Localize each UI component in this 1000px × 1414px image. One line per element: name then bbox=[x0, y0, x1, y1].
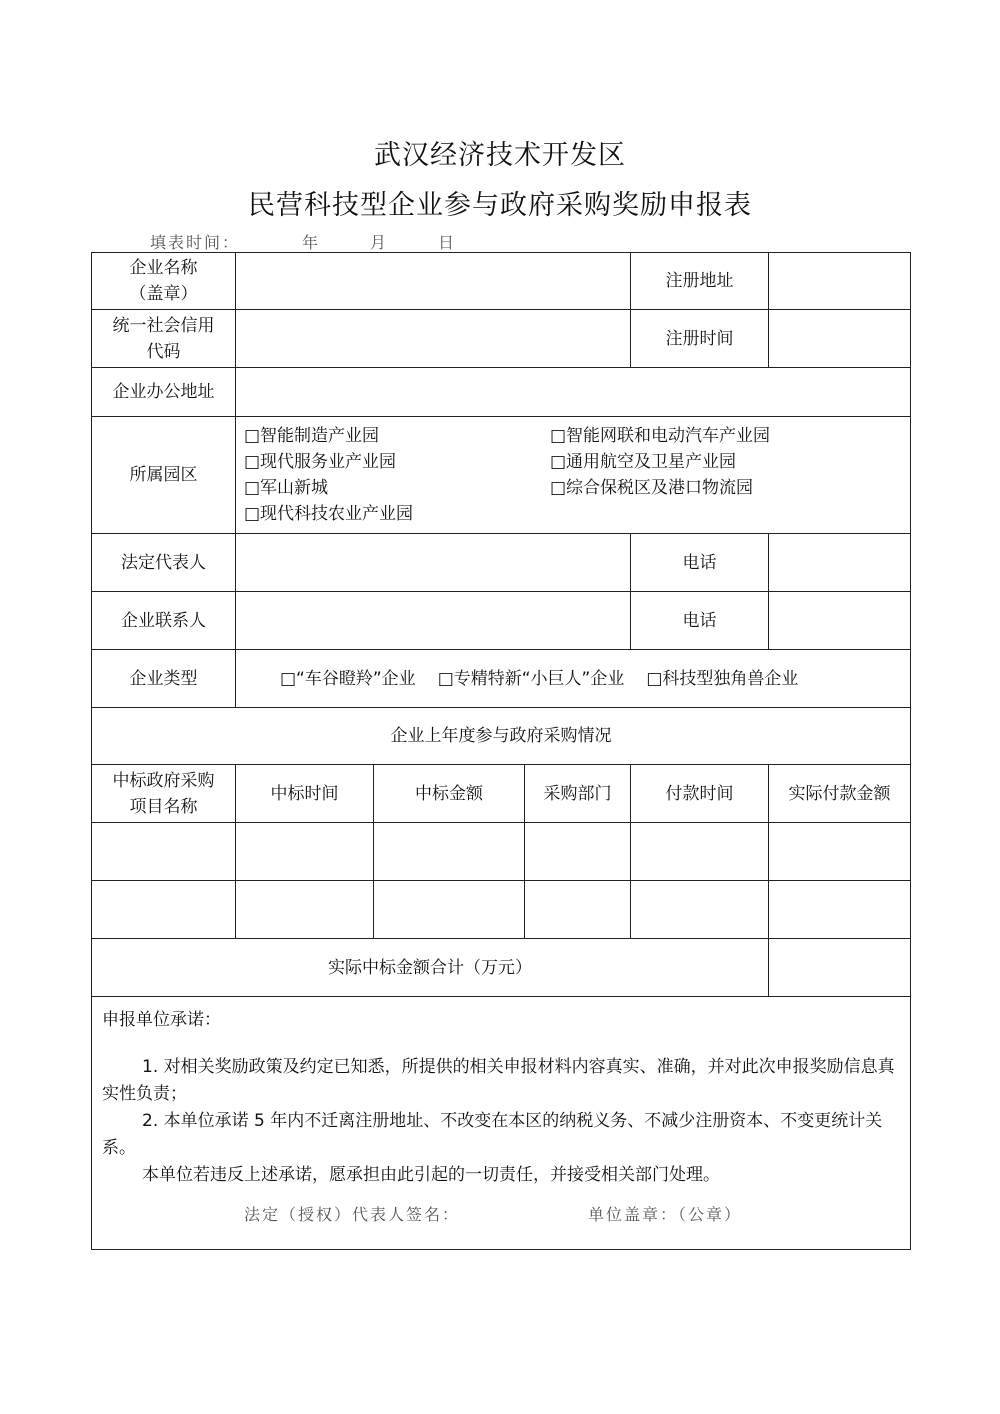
commitment-item-1: 1. 对相关奖励政策及约定已知悉，所提供的相关申报材料内容真实、准确，并对此次申报奖励信息真实性负责； bbox=[102, 1057, 895, 1104]
row-total bbox=[92, 939, 911, 997]
phone-field-1[interactable] bbox=[769, 534, 911, 592]
row-contact bbox=[92, 592, 911, 650]
application-form-table bbox=[91, 252, 911, 1250]
legal-rep-field[interactable] bbox=[236, 534, 631, 592]
legal-rep-label: 法定代表人 bbox=[92, 534, 236, 592]
cell-input[interactable] bbox=[374, 881, 525, 939]
cell-input[interactable] bbox=[236, 823, 374, 881]
row-procurement-header bbox=[92, 765, 911, 823]
reg-address-field[interactable] bbox=[769, 253, 911, 310]
cell-input[interactable] bbox=[236, 881, 374, 939]
procurement-row bbox=[92, 881, 911, 939]
park-option[interactable]: □智能网联和电动汽车产业园 bbox=[550, 426, 771, 446]
row-company-name bbox=[92, 253, 911, 310]
company-name-text: 企业名称 bbox=[129, 258, 198, 278]
col-project-text-2: 项目名称 bbox=[129, 796, 198, 817]
commitment-item-2: 2. 本单位承诺 5 年内不迁离注册地址、不改变在本区的纳税义务、不减少注册资本、不变更统计关系。 bbox=[102, 1111, 883, 1158]
company-type-options bbox=[236, 650, 911, 708]
col-paid-amount: 实际付款金额 bbox=[769, 765, 911, 823]
company-name-field[interactable] bbox=[236, 253, 631, 310]
procurement-section-title: 企业上年度参与政府采购情况 bbox=[92, 708, 911, 765]
total-amount-label: 实际中标金额合计（万元） bbox=[92, 939, 769, 997]
credit-code-label bbox=[92, 310, 236, 368]
signature-line bbox=[102, 1189, 900, 1240]
row-park bbox=[92, 417, 911, 534]
reg-time-field[interactable] bbox=[769, 310, 911, 368]
company-type-label: 企业类型 bbox=[92, 650, 236, 708]
row-office-address bbox=[92, 368, 911, 417]
procurement-row bbox=[92, 823, 911, 881]
park-option[interactable]: □军山新城 bbox=[244, 478, 329, 498]
park-option[interactable]: □现代科技农业产业园 bbox=[244, 504, 414, 524]
row-procurement-title bbox=[92, 708, 911, 765]
reg-address-label: 注册地址 bbox=[631, 253, 769, 310]
col-bid-time: 中标时间 bbox=[236, 765, 374, 823]
cell-input[interactable] bbox=[92, 881, 236, 939]
cell-input[interactable] bbox=[631, 881, 769, 939]
company-seal-text: （盖章） bbox=[129, 284, 198, 304]
col-purchase-dept: 采购部门 bbox=[525, 765, 631, 823]
fill-date-day: 日 bbox=[438, 233, 457, 252]
col-bid-amount: 中标金额 bbox=[374, 765, 525, 823]
credit-code-text-2: 代码 bbox=[146, 341, 181, 362]
credit-code-text-1: 统一社会信用 bbox=[112, 315, 215, 336]
row-legal-rep bbox=[92, 534, 911, 592]
office-address-field[interactable] bbox=[236, 368, 911, 417]
seal-label: 单位盖章：（公章） bbox=[588, 1205, 743, 1224]
fill-date-label: 填表时间： bbox=[150, 233, 241, 252]
cell-input[interactable] bbox=[525, 881, 631, 939]
document-title: 武汉经济技术开发区 bbox=[374, 140, 626, 171]
col-project-name bbox=[92, 765, 236, 823]
cell-input[interactable] bbox=[92, 823, 236, 881]
commitment-heading: 申报单位承诺： bbox=[102, 1010, 221, 1030]
total-amount-field[interactable] bbox=[769, 939, 911, 997]
contact-label: 企业联系人 bbox=[92, 592, 236, 650]
fill-date-line bbox=[150, 230, 456, 253]
row-credit-code bbox=[92, 310, 911, 368]
park-option[interactable]: □综合保税区及港口物流园 bbox=[550, 478, 754, 498]
park-options bbox=[236, 417, 911, 534]
commitment-section bbox=[92, 997, 911, 1250]
credit-code-field[interactable] bbox=[236, 310, 631, 368]
phone-label-1: 电话 bbox=[631, 534, 769, 592]
fill-date-month: 月 bbox=[370, 233, 389, 252]
type-option[interactable]: □专精特新“小巨人”企业 bbox=[437, 668, 625, 689]
reg-time-label: 注册时间 bbox=[631, 310, 769, 368]
signature-label: 法定（授权）代表人签名： bbox=[244, 1205, 461, 1224]
park-option[interactable]: □现代服务业产业园 bbox=[244, 452, 397, 472]
cell-input[interactable] bbox=[769, 881, 911, 939]
cell-input[interactable] bbox=[769, 823, 911, 881]
fill-date-year: 年 bbox=[302, 233, 321, 252]
office-address-label: 企业办公地址 bbox=[92, 368, 236, 417]
document-subtitle: 民营科技型企业参与政府采购奖励申报表 bbox=[248, 190, 752, 221]
commitment-item-3: 本单位若违反上述承诺，愿承担由此引起的一切责任，并接受相关部门处理。 bbox=[142, 1165, 720, 1185]
cell-input[interactable] bbox=[631, 823, 769, 881]
park-option[interactable]: □智能制造产业园 bbox=[244, 426, 380, 446]
type-option[interactable]: □科技型独角兽企业 bbox=[646, 668, 799, 689]
type-option[interactable]: □“车谷瞪羚”企业 bbox=[280, 668, 416, 689]
col-pay-time: 付款时间 bbox=[631, 765, 769, 823]
phone-field-2[interactable] bbox=[769, 592, 911, 650]
park-option[interactable]: □通用航空及卫星产业园 bbox=[550, 452, 737, 472]
phone-label-2: 电话 bbox=[631, 592, 769, 650]
row-company-type bbox=[92, 650, 911, 708]
cell-input[interactable] bbox=[525, 823, 631, 881]
cell-input[interactable] bbox=[374, 823, 525, 881]
row-commitment bbox=[92, 997, 911, 1250]
col-project-text-1: 中标政府采购 bbox=[112, 770, 215, 791]
company-name-label bbox=[92, 253, 236, 310]
park-label: 所属园区 bbox=[92, 417, 236, 534]
contact-field[interactable] bbox=[236, 592, 631, 650]
